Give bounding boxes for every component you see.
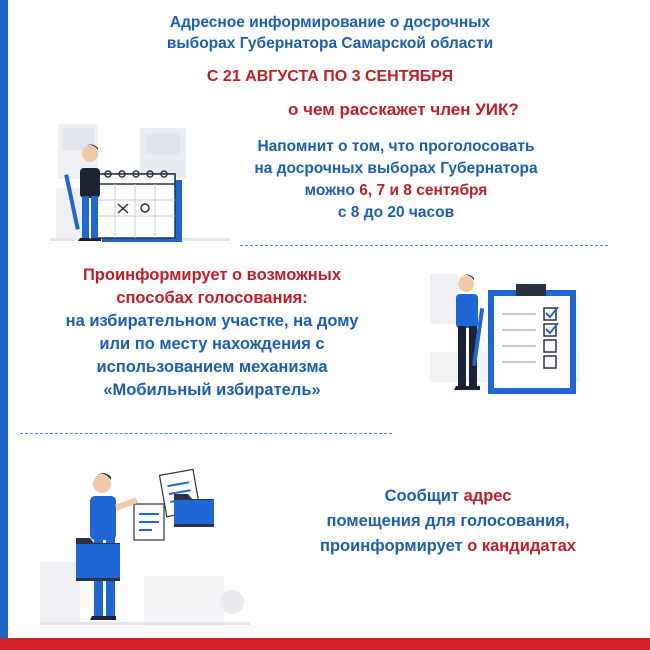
block2-line-2: способах голосования: (116, 289, 308, 307)
block3-line-3 (268, 534, 628, 559)
block1-line-1: Напомнит о том, что проголосовать (257, 138, 535, 155)
page-title (40, 12, 620, 54)
block2-line-1: Проинформирует о возможных (82, 266, 342, 284)
address-highlight: адрес (463, 487, 512, 505)
calendar-illustration (50, 118, 230, 258)
voting-dates: 6, 7 и 8 сентября (359, 182, 488, 199)
block2-line-5: использованием механизма (96, 358, 328, 376)
left-blue-stripe (0, 0, 8, 650)
block2-line-3: на избирательном участке, на дому (65, 312, 359, 330)
block1-line-3 (226, 180, 566, 202)
block1-text (226, 136, 566, 224)
block2-line-4: или по месту нахождения с (99, 335, 325, 353)
divider-2 (20, 433, 392, 434)
question-heading: о чем расскажет член УИК? (288, 100, 519, 119)
dates-banner: С 21 АВГУСТА ПО 3 СЕНТЯБРЯ (206, 68, 454, 85)
block1-line-2: на досрочных выборах Губернатора (254, 160, 538, 177)
block3-line-2: помещения для голосования, (326, 512, 570, 530)
bottom-red-stripe (0, 638, 650, 650)
block3-line-1 (268, 484, 628, 509)
title-line-1: Адресное информирование о досрочных (169, 14, 491, 31)
divider-1 (240, 245, 608, 246)
block3-line-1-prefix: Сообщит (384, 487, 464, 505)
title-line-2: выборах Губернатора Самарской области (166, 35, 494, 52)
block3-line-3-prefix: проинформирует (320, 537, 468, 555)
candidates-highlight: о кандидатах (467, 537, 576, 555)
block1-line-4: с 8 до 20 часов (337, 204, 455, 221)
block2-line-6: «Мобильный избиратель» (103, 381, 321, 399)
block2-text (12, 264, 412, 402)
documents-illustration (40, 452, 250, 632)
block1-line-3-prefix: можно (304, 182, 360, 199)
checklist-illustration (430, 268, 590, 398)
block3-text (268, 484, 628, 559)
